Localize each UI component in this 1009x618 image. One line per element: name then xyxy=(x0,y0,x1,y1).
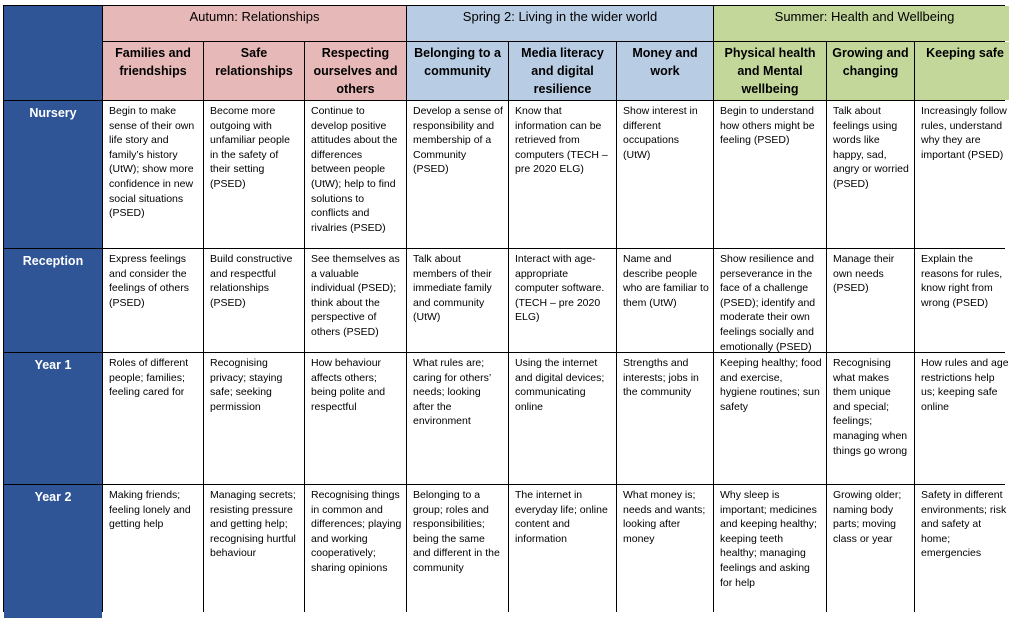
table-cell: Manage their own needs (PSED) xyxy=(827,249,914,352)
year-label: Year 1 xyxy=(4,353,102,484)
table-cell: What money is; needs and wants; looking after money xyxy=(617,485,713,618)
table-cell: Roles of different people; families; feeling cared for xyxy=(103,353,203,484)
table-cell: Using the internet and digital devices; communicating online xyxy=(509,353,616,484)
table-cell: How rules and age restrictions help us; keeping safe online xyxy=(915,353,1009,484)
table-cell: Keeping healthy; food and exercise, hygiene routines; sun safety xyxy=(714,353,826,484)
topic-header: Belonging to a community xyxy=(407,42,508,100)
year-label: Reception xyxy=(4,249,102,352)
table-cell: Show resilience and perseverance in the face of a challenge (PSED); identify and moderate their own feelings socially and emotionally (PSED) xyxy=(714,249,826,352)
table-cell: Belonging to a group; roles and responsibilities; being the same and different in the community xyxy=(407,485,508,618)
year-label: Nursery xyxy=(4,101,102,248)
table-cell: Name and describe people who are familiar to them (UtW) xyxy=(617,249,713,352)
topic-header: Physical health and Mental wellbeing xyxy=(714,42,826,100)
term-label: Autumn: Relationships xyxy=(189,9,320,24)
term-autumn xyxy=(103,6,406,41)
table-cell: See themselves as a valuable individual (PSED); think about the perspective of others (PSED) xyxy=(305,249,406,352)
table-cell: Growing older; naming body parts; moving class or year xyxy=(827,485,914,618)
table-cell: Begin to understand how others might be feeling (PSED) xyxy=(714,101,826,248)
table-cell: Continue to develop positive attitudes about the differences between people (UtW); help to find solutions to conflicts and rivalries (PSED) xyxy=(305,101,406,248)
curriculum-table xyxy=(3,5,1009,612)
term-spring xyxy=(407,6,713,41)
table-cell: What rules are; caring for others’ needs; looking after the environment xyxy=(407,353,508,484)
table-cell: Recognising privacy; staying safe; seeking permission xyxy=(204,353,304,484)
table-cell: Become more outgoing with unfamiliar people in the safety of their setting (PSED) xyxy=(204,101,304,248)
table-cell: Show interest in different occupations (UtW) xyxy=(617,101,713,248)
table-cell: Build constructive and respectful relationships (PSED) xyxy=(204,249,304,352)
table-cell: Strengths and interests; jobs in the community xyxy=(617,353,713,484)
table-cell: Recognising what makes them unique and special; feelings; managing when things go wrong xyxy=(827,353,914,484)
topic-header: Money and work xyxy=(617,42,713,100)
table-cell: Recognising things in common and differences; playing and working cooperatively; sharing opinions xyxy=(305,485,406,618)
topic-header: Keeping safe xyxy=(915,42,1009,100)
term-summer xyxy=(714,6,1009,41)
table-cell: Begin to make sense of their own life story and family’s history (UtW); show more confidence in new social situations (PSED) xyxy=(103,101,203,248)
table-cell: Know that information can be retrieved from computers (TECH – pre 2020 ELG) xyxy=(509,101,616,248)
topic-header: Respecting ourselves and others xyxy=(305,42,406,100)
table-cell: The internet in everyday life; online content and information xyxy=(509,485,616,618)
table-cell: Talk about members of their immediate family and community (UtW) xyxy=(407,249,508,352)
table-cell: Safety in different environments; risk and safety at home; emergencies xyxy=(915,485,1009,618)
term-label: Summer: Health and Wellbeing xyxy=(774,9,955,24)
table-cell: Talk about feelings using words like happy, sad, angry or worried (PSED) xyxy=(827,101,914,248)
table-cell: Making friends; feeling lonely and getting help xyxy=(103,485,203,618)
table-cell: Why sleep is important; medicines and keeping healthy; keeping teeth healthy; managing feelings and asking for help xyxy=(714,485,826,618)
topic-header: Media literacy and digital resilience xyxy=(509,42,616,100)
year-label: Year 2 xyxy=(4,485,102,618)
topic-header: Safe relationships xyxy=(204,42,304,100)
term-label: Spring 2: Living in the wider world xyxy=(462,9,658,24)
table-cell: Explain the reasons for rules, know right from wrong (PSED) xyxy=(915,249,1009,352)
table-cell: Increasingly follow rules, understand why they are important (PSED) xyxy=(915,101,1009,248)
topic-header: Growing and changing xyxy=(827,42,914,100)
table-cell: Managing secrets; resisting pressure and getting help; recognising hurtful behaviour xyxy=(204,485,304,618)
table-cell: Interact with age-appropriate computer software. (TECH – pre 2020 ELG) xyxy=(509,249,616,352)
table-cell: How behaviour affects others; being polite and respectful xyxy=(305,353,406,484)
table-cell: Express feelings and consider the feelings of others (PSED) xyxy=(103,249,203,352)
table-cell: Develop a sense of responsibility and membership of a Community (PSED) xyxy=(407,101,508,248)
topic-header: Families and friendships xyxy=(103,42,203,100)
corner-cell xyxy=(4,6,102,100)
